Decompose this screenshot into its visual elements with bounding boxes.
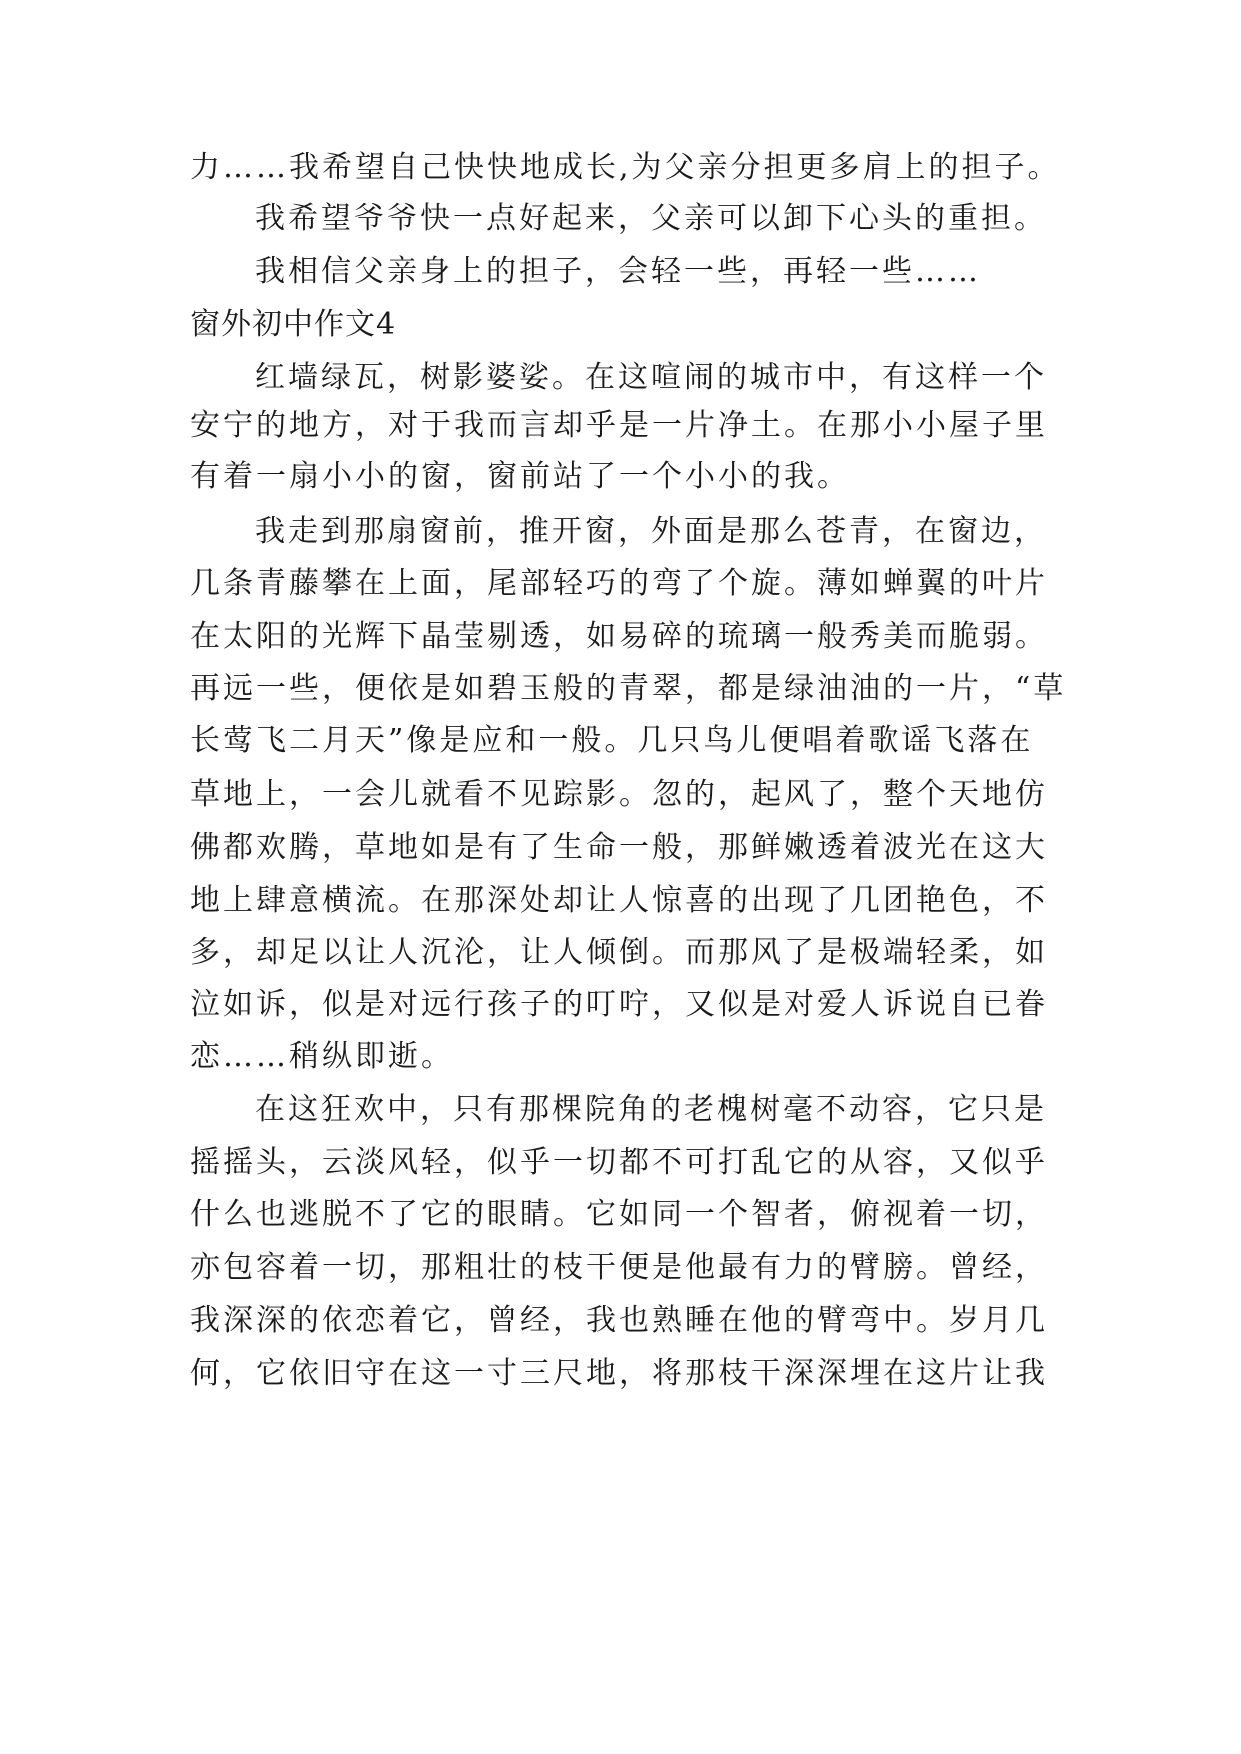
section-title: 窗外初中作文4: [190, 307, 397, 342]
text-line: 什么也逃脱不了它的眼睛。它如同一个智者，俯视着一切，: [190, 1197, 1048, 1232]
text-line: 亦包容着一切，那粗壮的枝干便是他最有力的臂膀。曾经，: [190, 1250, 1048, 1285]
text-line: 我希望爷爷快一点好起来，父亲可以卸下心头的重担。: [255, 201, 1047, 236]
text-line: 我深深的依恋着它，曾经，我也熟睡在他的臂弯中。岁月几: [190, 1303, 1048, 1338]
text-line: 在这狂欢中，只有那棵院角的老槐树毫不动容，它只是: [255, 1092, 1047, 1127]
text-line: 几条青藤攀在上面，尾部轻巧的弯了个旋。薄如蝉翼的叶片: [190, 566, 1048, 601]
text-line: 佛都欢腾，草地如是有了生命一般，那鲜嫩透着波光在这大: [190, 830, 1048, 865]
text-line: 红墙绿瓦，树影婆娑。在这喧闹的城市中，有这样一个: [255, 360, 1047, 395]
text-line: 我相信父亲身上的担子，会轻一些，再轻一些……: [255, 254, 981, 289]
text-line: 有着一扇小小的窗，窗前站了一个小小的我。: [190, 459, 850, 494]
text-line: 摇摇头，云淡风轻，似乎一切都不可打乱它的从容，又似乎: [190, 1145, 1048, 1180]
text-line: 草地上，一会儿就看不见踪影。忽的，起风了，整个天地仿: [190, 777, 1048, 812]
text-line: 何，它依旧守在这一寸三尺地，将那枝干深深埋在这片让我: [190, 1356, 1048, 1391]
text-line: 再远一些，便依是如碧玉般的青翠，都是绿油油的一片，“草: [190, 671, 1067, 706]
text-line: 地上肆意横流。在那深处却让人惊喜的出现了几团艳色，不: [190, 883, 1048, 918]
text-line: 恋……稍纵即逝。: [190, 1039, 454, 1074]
text-line: 长莺飞二月天”像是应和一般。几只鸟儿便唱着歌谣飞落在: [190, 723, 1034, 758]
text-line: 我走到那扇窗前，推开窗，外面是那么苍青，在窗边，: [255, 514, 1047, 549]
text-line: 安宁的地方，对于我而言却乎是一片净土。在那小小屋子里: [190, 408, 1048, 443]
text-line: 泣如诉，似是对远行孩子的叮咛，又似是对爱人诉说自已眷: [190, 987, 1048, 1022]
text-line: 在太阳的光辉下晶莹剔透，如易碎的琉璃一般秀美而脆弱。: [190, 619, 1048, 654]
text-line: 力……我希望自己快快地成长,为父亲分担更多肩上的担子。: [190, 150, 1061, 185]
text-line: 多，却足以让人沉沦，让人倾倒。而那风了是极端轻柔，如: [190, 935, 1048, 970]
